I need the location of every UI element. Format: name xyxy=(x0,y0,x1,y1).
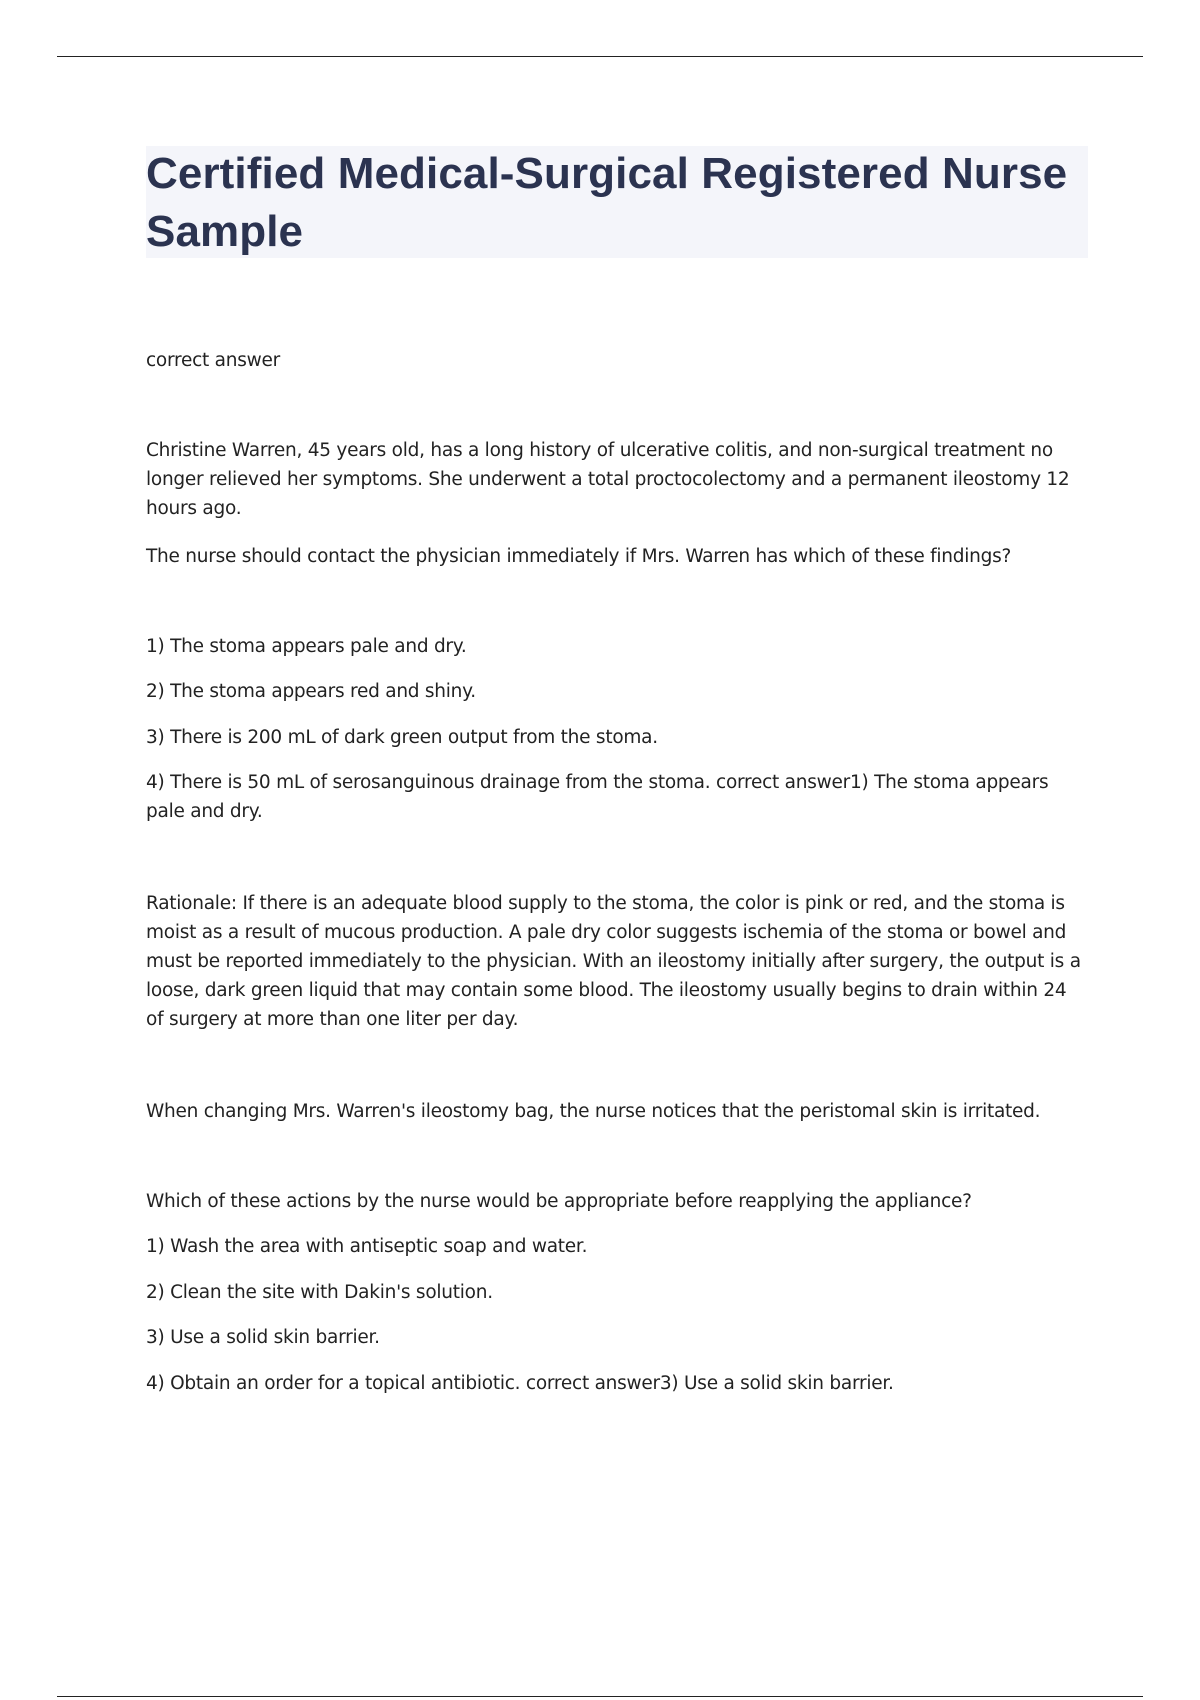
q2-question: Which of these actions by the nurse would be appropriate before reapplying the appliance? xyxy=(146,1191,972,1212)
q1-stem: Christine Warren, 45 years old, has a long history of ulcerative colitis, and non-surgical treatment no longer relieved her symptoms. She underwent a total proctocolectomy and a permanent ileostomy 12 hours ago. xyxy=(146,440,1070,519)
q2-option-4-with-answer: 4) Obtain an order for a topical antibiotic. correct answer3) Use a solid skin barrier. xyxy=(146,1373,894,1394)
q2-option-3: 3) Use a solid skin barrier. xyxy=(146,1327,380,1348)
bottom-divider xyxy=(57,1696,1143,1697)
document-title: Certified Medical-Surgical Registered Nurse Sample xyxy=(146,149,1068,256)
q1-rationale: Rationale: If there is an adequate blood supply to the stoma, the color is pink or red, and the stoma is moist as a result of mucous production. A pale dry color suggests ischemia of the stoma or bowel and must be reported immediately to the physician. With an ileostomy initially after surgery, the output is a loose, dark green liquid that may contain some blood. The ileostomy usually begins to drain within 24 of surgery at more than one liter per day. xyxy=(146,893,1081,1030)
q2-option-1: 1) Wash the area with antiseptic soap and water. xyxy=(146,1236,588,1257)
q1-option-3: 3) There is 200 mL of dark green output from the stoma. xyxy=(146,727,658,748)
top-divider xyxy=(57,56,1143,57)
q1-option-2: 2) The stoma appears red and shiny. xyxy=(146,681,476,702)
q1-option-1: 1) The stoma appears pale and dry. xyxy=(146,636,467,657)
q2-stem: When changing Mrs. Warren's ileostomy bag, the nurse notices that the peristomal skin is irritated. xyxy=(146,1101,1041,1122)
intro-text: correct answer xyxy=(146,350,280,371)
q1-question: The nurse should contact the physician immediately if Mrs. Warren has which of these findings? xyxy=(146,546,1012,567)
q1-option-4-with-answer: 4) There is 50 mL of serosanguinous drainage from the stoma. correct answer1) The stoma appears pale and dry. xyxy=(146,772,1049,822)
q2-option-2: 2) Clean the site with Dakin's solution. xyxy=(146,1282,493,1303)
